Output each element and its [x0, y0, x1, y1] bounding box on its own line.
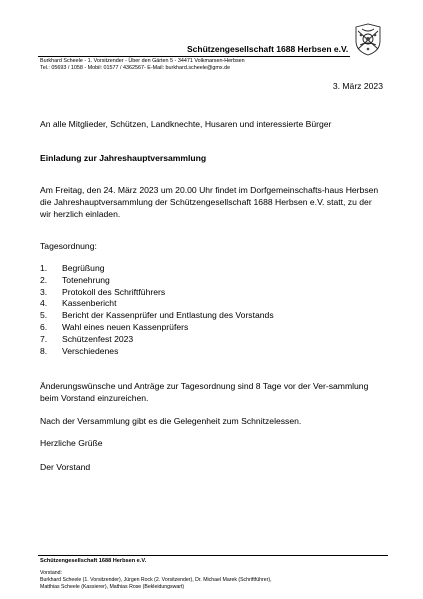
meal-note: Nach der Versammlung gibt es die Gelegenheit zum Schnitzelessen.: [40, 416, 302, 426]
agenda-item: 1. Begrüßung: [40, 263, 105, 273]
agenda-heading: Tagesordnung:: [40, 241, 97, 251]
footer-board-label: Vorstand:: [40, 570, 62, 576]
letter-date: 3. März 2023: [332, 81, 383, 91]
agenda-item: 2. Totenehrung: [40, 274, 110, 285]
changes-paragraph: Änderungswünsche und Anträge zur Tagesordnung sind 8 Tage vor der Ver-sammlung beim Vorstand einzureichen.: [40, 381, 369, 403]
greeting: An alle Mitglieder, Schützen, Landknechte, Husaren und interessierte Bürger: [40, 119, 332, 129]
footer-board-line: Matthias Scheele (Kassierer), Mathias Rose (Bekleidungswart): [40, 584, 185, 590]
association-crest-icon: [352, 21, 384, 57]
agenda-item: 7. Schützenfest 2023: [40, 333, 134, 344]
agenda-item: 4. Kassenbericht: [40, 298, 117, 309]
footer-org: Schützengesellschaft 1688 Herbsen e.V.: [40, 558, 147, 564]
org-title: Schützengesellschaft 1688 Herbsen e.V.: [187, 44, 349, 54]
agenda-item: 8. Verschiedenes: [40, 345, 119, 356]
contact-address: Burkhard Scheele - 1. Vorsitzender - Über den Gärten 5 - 34471 Volkmarsen-Herbsen: [40, 58, 245, 64]
agenda-item: 6. Wahl eines neuen Kassenprüfers: [40, 321, 189, 332]
agenda-item: 3. Protokoll des Schriftführers: [40, 286, 166, 297]
contact-phone-email: Tel.: 05693 / 1058 - Mobil: 01577 / 4362567- E-Mail: burkhard.scheele@gmx.de: [40, 65, 231, 71]
header-divider: [38, 56, 350, 57]
signature: Der Vorstand: [40, 462, 91, 472]
subject-line: Einladung zur Jahreshauptversammlung: [40, 153, 207, 163]
intro-paragraph: Am Freitag, den 24. März 2023 um 20.00 Uhr findet im Dorfgemeinschafts-haus Herbsen die Jahreshauptversammlung der Schützengesellschaft 1688 Herbsen e.V. statt, zu der wir herzlich einladen.: [40, 185, 379, 219]
closing-regards: Herzliche Grüße: [40, 438, 103, 448]
footer-board-line: Burkhard Scheele (1. Vorsitzender), Jürgen Rock (2. Vorsitzender), Dr. Michael Marek (Schriftführer),: [40, 577, 272, 583]
agenda-item: 5. Bericht der Kassenprüfer und Entlastung des Vorstands: [40, 310, 274, 321]
footer-divider: [38, 555, 388, 556]
agenda-list: [40, 263, 274, 357]
